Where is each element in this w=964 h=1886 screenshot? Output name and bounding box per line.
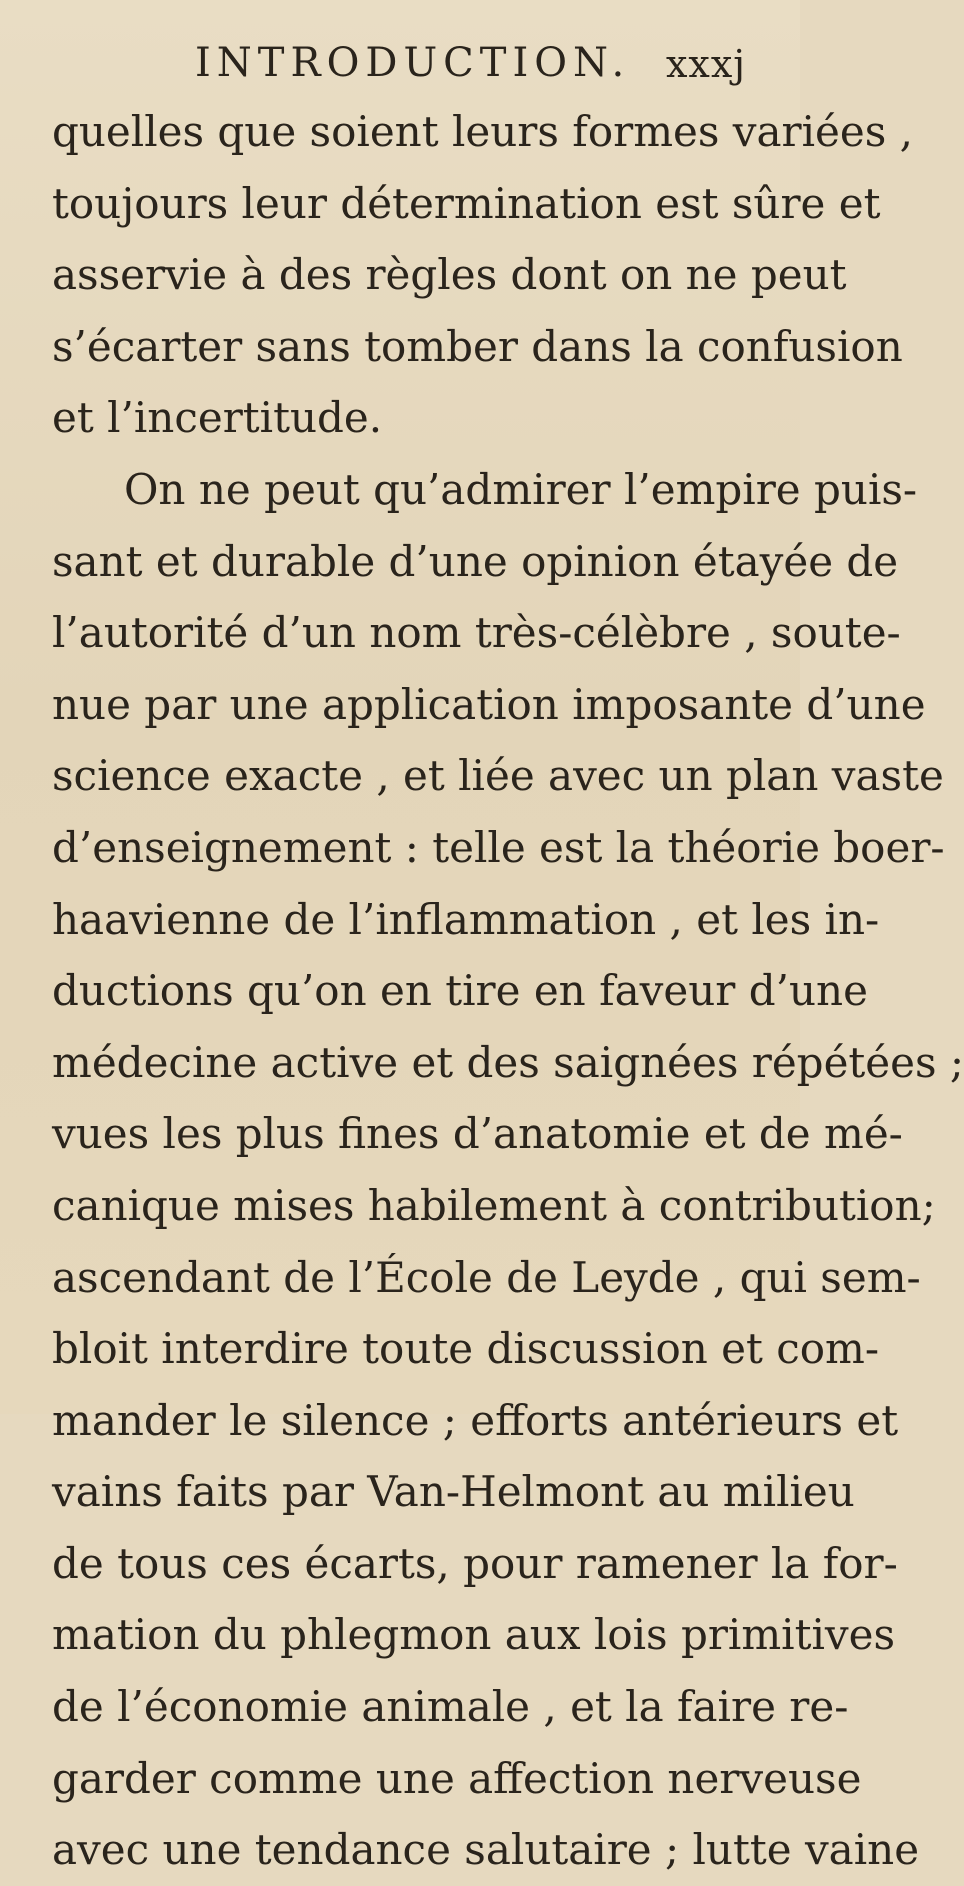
text-line: haavienne de l’inflammation , et les in-	[52, 894, 880, 944]
page-number: xxxj	[666, 42, 747, 86]
text-line: avec une tendance salutaire ; lutte vaine	[52, 1825, 920, 1875]
text-line: ascendant de l’École de Leyde , qui sem-	[52, 1252, 921, 1302]
text-line: ductions qu’on en tire en faveur d’une	[52, 966, 868, 1016]
text-line: d’enseignement : telle est la théorie boer-	[52, 822, 945, 872]
text-line: s’écarter sans tomber dans la confusion	[52, 321, 903, 371]
text-line: canique mises habilement à contribution;	[52, 1180, 936, 1230]
running-title: INTRODUCTION.	[195, 40, 631, 86]
text-line: bloit interdire toute discussion et com-	[52, 1324, 880, 1374]
body-text	[52, 96, 964, 1886]
text-line: On ne peut qu’admirer l’empire puis-	[124, 464, 918, 514]
text-line: asservie à des règles dont on ne peut	[52, 250, 847, 300]
text-line: science exacte , et liée avec un plan vaste	[52, 751, 944, 801]
text-line: mander le silence ; efforts antérieurs et	[52, 1395, 899, 1445]
text-line: l’autorité d’un nom très-célèbre , soute-	[52, 608, 901, 658]
text-line: médecine active et des saignées répétées ;	[52, 1037, 964, 1087]
text-line: sant et durable d’une opinion étayée de	[52, 536, 899, 586]
text-line: mation du phlegmon aux lois primitives	[52, 1610, 896, 1660]
text-line: nue par une application imposante d’une	[52, 679, 926, 729]
text-line: de l’économie animale , et la faire re-	[52, 1682, 849, 1732]
text-line: vues les plus fines d’anatomie et de mé-	[52, 1109, 903, 1159]
page-header	[0, 40, 800, 90]
text-line: quelles que soient leurs formes variées ,	[52, 107, 914, 156]
text-line: et l’incertitude.	[52, 393, 383, 443]
text-line: garder comme une affection nerveuse	[52, 1753, 862, 1803]
text-line: de tous ces écarts, pour ramener la for-	[52, 1538, 898, 1588]
text-line: toujours leur détermination est sûre et	[52, 178, 881, 228]
text-line: vains faits par Van-Helmont au milieu	[52, 1467, 855, 1517]
